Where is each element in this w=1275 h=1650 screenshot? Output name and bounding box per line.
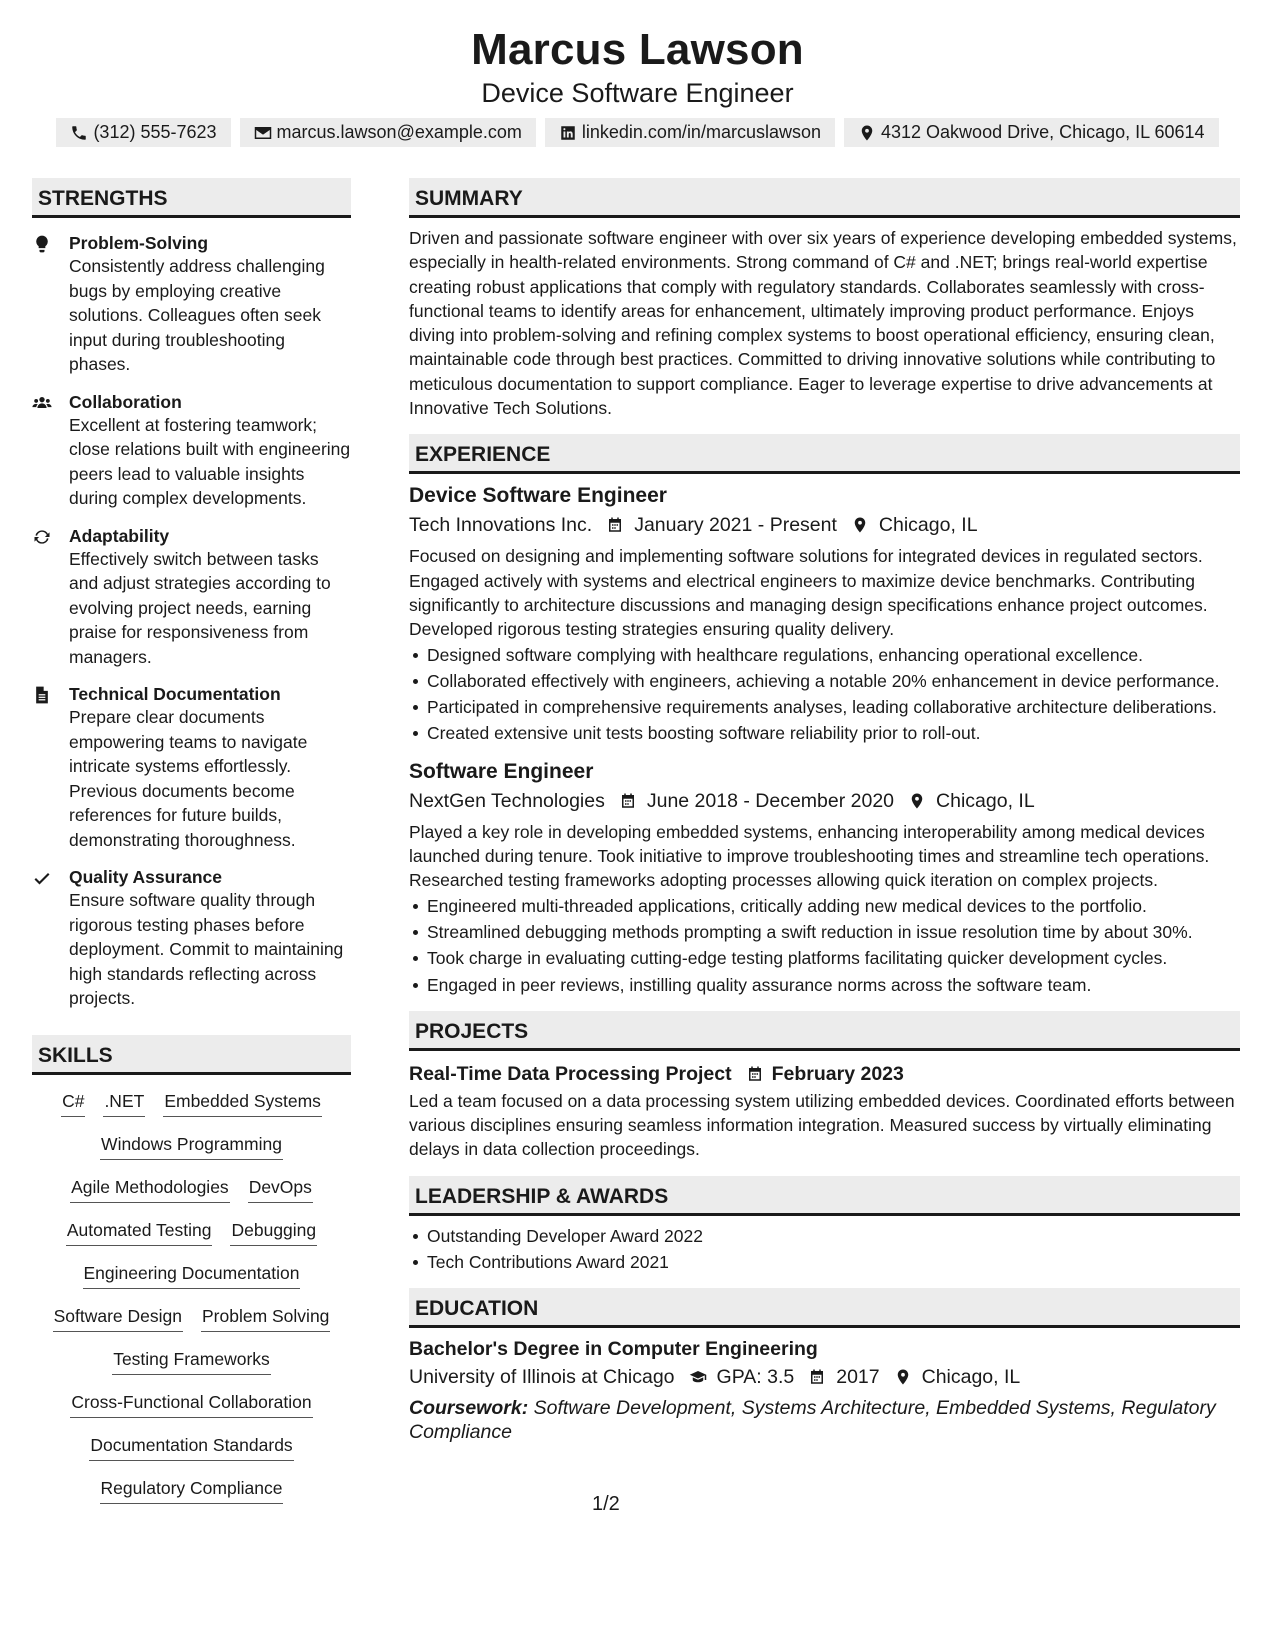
job-entry [409, 482, 1240, 745]
strengths-list [32, 232, 351, 1011]
experience-heading: EXPERIENCE [409, 434, 1240, 474]
list-item: Designed software complying with healthcare regulations, enhancing operational excellence. [427, 643, 1240, 667]
list-item: Engineered multi-threaded applications, critically adding new medical devices to the portfolio. [427, 894, 1240, 918]
candidate-name: Marcus Lawson [471, 25, 804, 74]
skills-list [32, 1089, 351, 1519]
map-pin-icon [858, 124, 876, 142]
awards-list [427, 1224, 1240, 1275]
projects-heading: PROJECTS [409, 1011, 1240, 1051]
skill-row [32, 1347, 351, 1390]
awards-heading: LEADERSHIP & AWARDS [409, 1176, 1240, 1216]
summary-heading: SUMMARY [409, 178, 1240, 218]
strengths-heading: STRENGTHS [32, 178, 351, 218]
skill-row [32, 1390, 351, 1433]
page-number: 1/2 [592, 1493, 620, 1515]
contact-bar [0, 118, 1275, 147]
skill-tag: Embedded Systems [163, 1089, 322, 1117]
job-company: Tech Innovations Inc. [409, 514, 593, 537]
contact-address-text: 4312 Oakwood Drive, Chicago, IL 60614 [881, 122, 1205, 142]
strength-title: Quality Assurance [69, 867, 223, 887]
skill-tag: Testing Frameworks [112, 1347, 271, 1375]
right-column [409, 178, 1240, 1519]
education-location: Chicago, IL [921, 1366, 1021, 1389]
summary-text: Driven and passionate software engineer with over six years of experience developing embedded systems, especially in health-related environments. Strong command of C# and .NET; brings real-world expertise creating robust applications that comply with regulatory standards. Collaborates seamlessly with cross-functional teams to identify areas for enhancement, ultimately improving product performance. Enjoys diving into problem-solving and refining complex systems to boost operational efficiency, ensuring clean, maintainable code through best practices. Committed to driving innovative solutions while contributing to meticulous documentation to support compliance. Eager to leverage expertise to drive advancements at Innovative Tech Solutions. [409, 228, 1237, 419]
skill-tag: Engineering Documentation [83, 1261, 301, 1289]
skill-tag: DevOps [248, 1175, 313, 1203]
skill-row [32, 1261, 351, 1304]
skill-tag: Automated Testing [66, 1218, 213, 1246]
job-title: Device Software Engineer [409, 484, 667, 508]
list-item: Took charge in evaluating cutting-edge testing platforms facilitating quicker development cycles. [427, 946, 1240, 970]
list-item: Collaborated effectively with engineers, achieving a notable 20% enhancement in device performance. [427, 669, 1240, 693]
users-icon [32, 393, 52, 413]
job-bullets [427, 643, 1240, 746]
job-description: Played a key role in developing embedded systems, enhancing interoperability among medical devices launched during tenure. Took initiative to improve troubleshooting times and streamline tech operations. Researched testing frameworks adopting processes allowing quick iteration on complex projects. [409, 821, 1210, 891]
skill-tag: Windows Programming [100, 1132, 283, 1160]
contact-address [844, 118, 1219, 147]
strength-desc: Prepare clear documents empowering teams to navigate intricate systems effortlessly. Previous documents become references for future builds, demonstrating thoroughness. [69, 707, 308, 850]
strength-item [32, 866, 351, 1011]
skill-tag: Documentation Standards [89, 1433, 293, 1461]
list-item: Outstanding Developer Award 2022 [427, 1224, 1240, 1248]
education-year: 2017 [836, 1366, 880, 1389]
skill-row [32, 1132, 351, 1175]
job-location: Chicago, IL [878, 514, 978, 537]
contact-email-text: marcus.lawson@example.com [276, 122, 522, 142]
calendar-icon [746, 1065, 764, 1083]
left-column [32, 178, 351, 1519]
job-description: Focused on designing and implementing software solutions for integrated devices in regulated sectors. Engaged actively with systems and electrical engineers to maximize device benchmarks. Contributing significantly to architecture discussions and managing design specifications enhance project outcomes. Developed rigorous testing strategies ensuring quality delivery. [409, 546, 1208, 640]
skill-row [32, 1304, 351, 1347]
contact-phone[interactable] [56, 118, 230, 147]
job-meta [409, 510, 1240, 540]
calendar-icon [808, 1368, 826, 1386]
map-pin-icon [894, 1368, 912, 1386]
skill-row [32, 1089, 351, 1132]
project-header [409, 1059, 1240, 1089]
strength-desc: Excellent at fostering teamwork; close relations built with engineering peers lead to valuable insights during complex developments. [69, 414, 351, 508]
education-gpa: GPA: 3.5 [716, 1366, 795, 1389]
phone-icon [70, 124, 88, 142]
strength-item [32, 232, 351, 377]
skill-row [32, 1476, 351, 1519]
strength-title: Adaptability [69, 525, 170, 546]
envelope-icon [254, 124, 272, 142]
project-description: Led a team focused on a data processing system utilizing embedded devices. Coordinated efforts between various disciplines ensuring seamless information integration. Measured success by virtually eliminating delays in data collection proceedings. [409, 1090, 1235, 1160]
strength-desc: Ensure software quality through rigorous testing phases before deployment. Commit to maintaining high standards reflecting across projects. [69, 890, 344, 1008]
skills-section [32, 1035, 351, 1519]
project-name: Real-Time Data Processing Project [409, 1062, 732, 1085]
job-dates: January 2021 - Present [634, 514, 837, 537]
strength-title: Technical Documentation [69, 684, 281, 704]
contact-email[interactable] [240, 118, 536, 147]
strength-item [32, 391, 351, 511]
map-pin-icon [908, 792, 926, 810]
skill-tag: C# [61, 1089, 85, 1117]
contact-linkedin-text: linkedin.com/in/marcuslawson [581, 122, 821, 142]
map-pin-icon [851, 516, 869, 534]
list-item: Engaged in peer reviews, instilling quality assurance norms across the software team. [427, 973, 1240, 997]
job-dates: June 2018 - December 2020 [646, 789, 895, 812]
strength-desc: Consistently address challenging bugs by employing creative solutions. Colleagues often seek input during troubleshooting phases. [69, 256, 325, 374]
list-item: Participated in comprehensive requirements analyses, leading collaborative architecture deliberations. [427, 695, 1240, 719]
education-coursework [409, 1396, 1240, 1444]
skill-tag: .NET [103, 1089, 145, 1117]
skill-row [32, 1433, 351, 1476]
sync-icon [32, 527, 52, 547]
job-bullets [427, 894, 1240, 997]
education-school: University of Illinois at Chicago [409, 1366, 675, 1389]
graduation-cap-icon [689, 1368, 707, 1386]
file-icon [32, 685, 52, 705]
job-location: Chicago, IL [936, 789, 1035, 812]
check-icon [32, 868, 52, 888]
resume-header [0, 0, 1275, 147]
education-degree: Bachelor's Degree in Computer Engineering [409, 1338, 818, 1361]
list-item: Created extensive unit tests boosting software reliability prior to roll-out. [427, 721, 1240, 745]
resume-body [32, 178, 1242, 1519]
skills-heading: SKILLS [32, 1035, 351, 1075]
coursework-text: Software Development, Systems Architecture, Embedded Systems, Regulatory Compliance [409, 1397, 1216, 1444]
education-meta [409, 1362, 1240, 1392]
linkedin-icon [559, 124, 577, 142]
skill-tag: Cross-Functional Collaboration [70, 1390, 312, 1418]
job-entry [409, 758, 1240, 997]
job-company: NextGen Technologies [409, 789, 605, 812]
education-heading: EDUCATION [409, 1288, 1240, 1328]
strength-item [32, 683, 351, 852]
skill-tag: Problem Solving [201, 1304, 330, 1332]
contact-phone-text: (312) 555-7623 [93, 122, 217, 142]
skill-tag: Software Design [53, 1304, 183, 1332]
list-item: Tech Contributions Award 2021 [427, 1250, 1240, 1274]
contact-linkedin[interactable] [545, 118, 835, 147]
candidate-role: Device Software Engineer [481, 78, 794, 108]
strength-title: Collaboration [69, 391, 182, 412]
calendar-icon [606, 516, 624, 534]
strength-item [32, 525, 351, 670]
skill-tag: Agile Methodologies [70, 1175, 230, 1203]
strength-desc: Effectively switch between tasks and adjust strategies according to evolving project needs, earning praise for responsiveness from managers. [69, 548, 331, 667]
coursework-label: Coursework: [409, 1397, 529, 1420]
job-meta [409, 786, 1240, 816]
skill-tag: Debugging [230, 1218, 317, 1246]
project-date: February 2023 [771, 1062, 904, 1085]
list-item: Streamlined debugging methods prompting a swift reduction in issue resolution time by about 30%. [427, 920, 1240, 944]
skill-tag: Regulatory Compliance [100, 1476, 284, 1504]
job-title: Software Engineer [409, 759, 594, 783]
calendar-icon [619, 792, 637, 810]
lightbulb-icon [32, 234, 52, 254]
skill-row [32, 1218, 351, 1261]
skill-row [32, 1175, 351, 1218]
strength-title: Problem-Solving [69, 233, 209, 253]
